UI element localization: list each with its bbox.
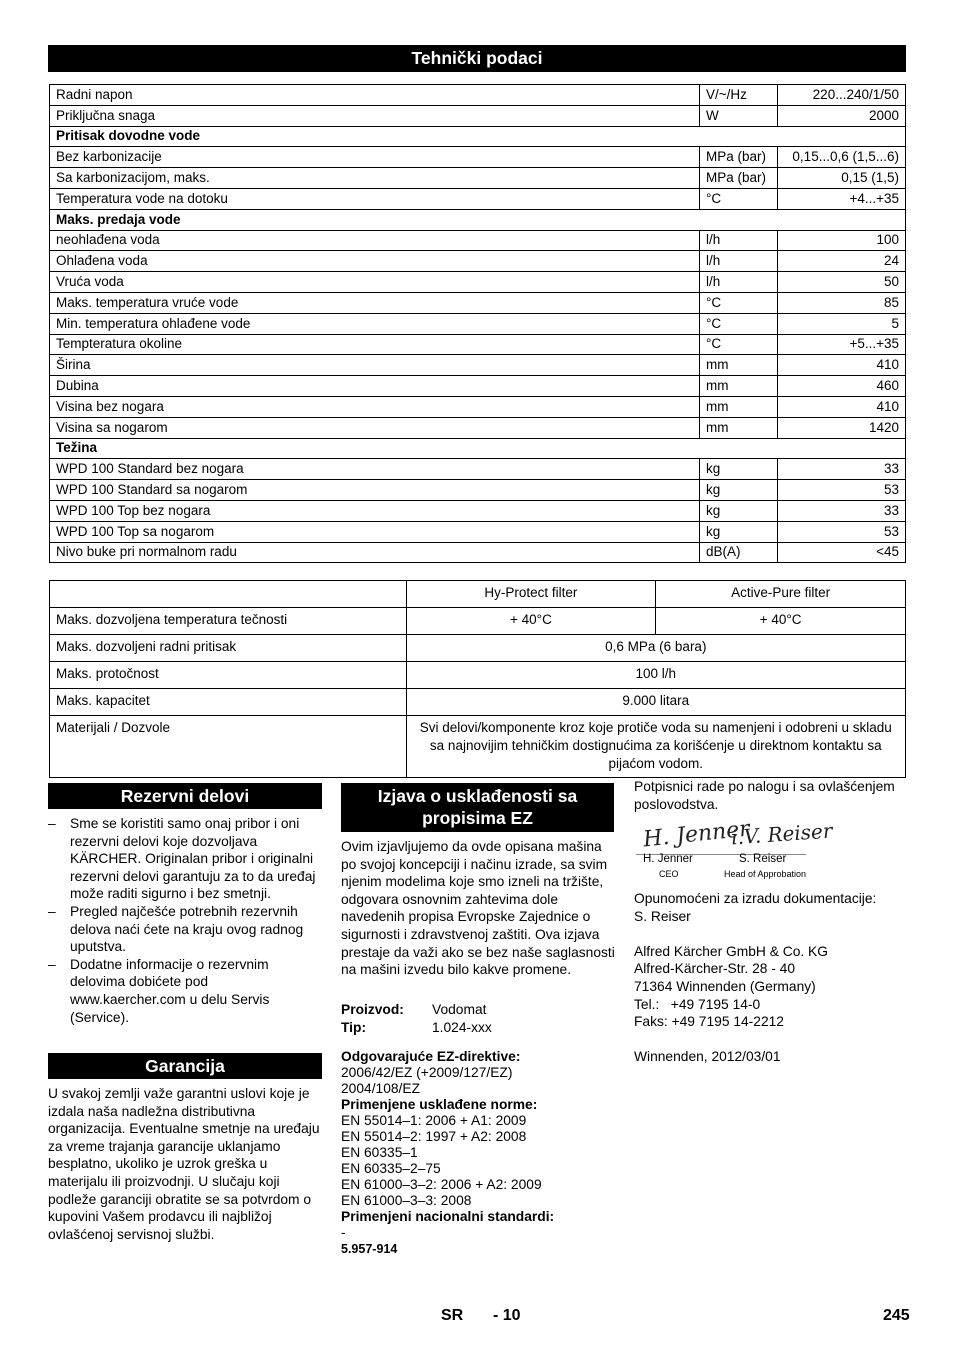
signer-right-role: Head of Approbation	[724, 869, 807, 879]
spec-row	[50, 334, 906, 355]
spec-label: Maks. temperatura vruće vode	[50, 292, 700, 313]
filter-value: 9.000 litara	[406, 689, 905, 716]
spec-label: Min. temperatura ohlađene vode	[50, 313, 700, 334]
norm-item: EN 61000–3–2: 2006 + A2: 2009	[341, 1177, 542, 1192]
signatories-intro: Potpisnici rade po nalogu i sa ovlašćenjem poslovodstva.	[634, 779, 895, 812]
spec-value: 2000	[778, 105, 906, 126]
spec-label: Radni napon	[50, 85, 700, 106]
spec-unit: kg	[700, 521, 778, 542]
spec-value: 220...240/1/50	[778, 85, 906, 106]
filter-row	[50, 716, 906, 778]
signature-right: i.V. Reiser	[730, 818, 834, 850]
spec-label: Temperatura vode na dotoku	[50, 188, 700, 209]
spare-parts-heading: Rezervni delovi	[48, 783, 322, 809]
spec-value: 33	[778, 500, 906, 521]
spec-label: Širina	[50, 355, 700, 376]
spec-value: <45	[778, 542, 906, 563]
spec-unit: mm	[700, 355, 778, 376]
spec-value: 100	[778, 230, 906, 251]
spec-value: 53	[778, 521, 906, 542]
spec-value: 460	[778, 376, 906, 397]
spec-label: WPD 100 Top bez nogara	[50, 500, 700, 521]
conformity-heading: Izjava o usklađenosti sa propisima EZ	[341, 783, 614, 832]
company-city: 71364 Winnenden (Germany)	[634, 978, 816, 994]
spec-label: Bez karbonizacije	[50, 147, 700, 168]
place-date: Winnenden, 2012/03/01	[634, 1049, 781, 1065]
spec-section-label: Maks. predaja vode	[50, 209, 906, 230]
spec-label: Sa karbonizacijom, maks.	[50, 168, 700, 189]
spec-row	[50, 85, 906, 106]
company-block	[634, 890, 910, 1066]
directive-item: 2004/108/EZ	[341, 1081, 421, 1096]
norm-item: EN 60335–2–75	[341, 1161, 441, 1176]
product-info	[341, 1001, 615, 1036]
spec-unit: MPa (bar)	[700, 168, 778, 189]
spec-value: 0,15...0,6 (1,5...6)	[778, 147, 906, 168]
spec-label: Nivo buke pri normalnom radu	[50, 542, 700, 563]
warranty-heading: Garancija	[48, 1053, 322, 1079]
spec-section-row	[50, 126, 906, 147]
filter-header-cell: Active-Pure filter	[656, 581, 906, 608]
footer-page-local: - 10	[493, 1307, 521, 1324]
filter-label: Maks. protočnost	[50, 662, 407, 689]
signer-left-role: CEO	[659, 869, 679, 879]
spec-row	[50, 168, 906, 189]
spec-label: WPD 100 Standard bez nogara	[50, 459, 700, 480]
national-value: -	[341, 1225, 346, 1240]
spec-unit: l/h	[700, 230, 778, 251]
list-item: – Pregled najčešće potrebnih rezervnih delova naći ćete na kraju ovog radnog uputstva.	[48, 903, 322, 956]
footer-page-global: 245	[883, 1307, 910, 1324]
spec-value: 5	[778, 313, 906, 334]
spec-label: WPD 100 Standard sa nogarom	[50, 480, 700, 501]
company-fax: Faks: +49 7195 14-2212	[634, 1014, 784, 1030]
spec-section-label: Težina	[50, 438, 906, 459]
spec-unit: mm	[700, 376, 778, 397]
spec-row	[50, 542, 906, 563]
spec-unit: V/~/Hz	[700, 85, 778, 106]
norm-item: EN 60335–1	[341, 1145, 418, 1160]
spec-value: +4...+35	[778, 188, 906, 209]
page-title: Tehnički podaci	[48, 45, 906, 72]
filter-label: Maks. dozvoljena temperatura tečnosti	[50, 608, 407, 635]
spec-unit: °C	[700, 334, 778, 355]
spec-row	[50, 147, 906, 168]
footer-lang: SR	[441, 1307, 464, 1324]
filter-label: Maks. kapacitet	[50, 689, 407, 716]
spec-row	[50, 105, 906, 126]
spec-row	[50, 292, 906, 313]
doc-auth-name: S. Reiser	[634, 908, 691, 924]
filter-row	[50, 608, 906, 635]
norms-label: Primenjene usklađene norme:	[341, 1097, 538, 1112]
spec-section-row	[50, 209, 906, 230]
directive-item: 2006/42/EZ (+2009/127/EZ)	[341, 1065, 513, 1080]
spec-row	[50, 500, 906, 521]
type-label: Tip:	[341, 1019, 367, 1035]
filter-value: Svi delovi/komponente kroz koje protiče voda su namenjeni i odobreni u skladu sa najnovijim tehničkim dostignućima za korišćenje u direktnom kontaktu sa pijaćom vodom.	[406, 716, 905, 778]
spec-unit: l/h	[700, 251, 778, 272]
spec-unit: °C	[700, 188, 778, 209]
filter-value: + 40°C	[406, 608, 656, 635]
filter-value: + 40°C	[656, 608, 906, 635]
filter-row	[50, 689, 906, 716]
filter-row	[50, 635, 906, 662]
filter-row	[50, 662, 906, 689]
spec-row	[50, 459, 906, 480]
spec-unit: kg	[700, 500, 778, 521]
product-value: Vodomat	[432, 1002, 487, 1017]
list-item: – Sme se koristiti samo onaj pribor i oni rezervni delovi koje dozvoljava KÄRCHER. Originalan pribor i originalni rezervni delovi garantuju za to da uređaj može raditi sigurno i bez smetnji.	[48, 815, 322, 903]
national-label: Primenjeni nacionalni standardi:	[341, 1209, 555, 1224]
signature-left: H. Jenner	[641, 816, 751, 853]
spec-row	[50, 188, 906, 209]
spec-row	[50, 355, 906, 376]
spec-label: Ohlađena voda	[50, 251, 700, 272]
spec-unit: MPa (bar)	[700, 147, 778, 168]
spec-label: WPD 100 Top sa nogarom	[50, 521, 700, 542]
norm-item: EN 55014–1: 2006 + A1: 2009	[341, 1113, 527, 1128]
spec-value: 50	[778, 272, 906, 293]
spec-label: Visina bez nogara	[50, 396, 700, 417]
spec-unit: kg	[700, 480, 778, 501]
spec-unit: °C	[700, 313, 778, 334]
spec-value: 1420	[778, 417, 906, 438]
conformity-intro: Ovim izjavljujemo da ovde opisana mašina po svojoj koncepciji i načinu izrade, sa svim njenim modelima koje smo izneli na tržište, odgovara osnovnim zahtevima dole navedenih propisa Evropske Zajednice o sigurnosti i zdravstvenoj zaštiti. Ova izjava prestaje da važi ako se bez naše saglasnosti na mašini izvedu bilo kakve promene.	[341, 839, 615, 978]
signer-left-name: H. Jenner	[643, 853, 693, 865]
spec-row	[50, 521, 906, 542]
spec-value: 33	[778, 459, 906, 480]
list-item: – Dodatne informacije o rezervnim delovima dobićete pod www.kaercher.com u delu Servis (Service).	[48, 956, 322, 1026]
spec-row	[50, 417, 906, 438]
spec-unit: dB(A)	[700, 542, 778, 563]
spec-value: 410	[778, 355, 906, 376]
filter-table	[49, 580, 906, 778]
spec-label: Tempteratura okoline	[50, 334, 700, 355]
spec-row	[50, 230, 906, 251]
spec-section-label: Pritisak dovodne vode	[50, 126, 906, 147]
directives-label: Odgovarajuće EZ-direktive:	[341, 1049, 521, 1064]
signer-right-name: S. Reiser	[739, 853, 787, 865]
spec-unit: mm	[700, 417, 778, 438]
spec-row	[50, 313, 906, 334]
spec-row	[50, 251, 906, 272]
filter-label: Materijali / Dozvole	[50, 716, 407, 778]
spec-value: 410	[778, 396, 906, 417]
spec-value: 53	[778, 480, 906, 501]
filter-header-cell	[50, 581, 407, 608]
spec-label: Dubina	[50, 376, 700, 397]
product-label: Proizvod:	[341, 1002, 404, 1017]
filter-label: Maks. dozvoljeni radni pritisak	[50, 635, 407, 662]
filter-value: 100 l/h	[406, 662, 905, 689]
norm-item: EN 61000–3–3: 2008	[341, 1193, 472, 1208]
spec-unit: W	[700, 105, 778, 126]
norm-item: EN 55014–2: 1997 + A2: 2008	[341, 1129, 527, 1144]
company-street: Alfred-Kärcher-Str. 28 - 40	[634, 961, 796, 977]
filter-header-row	[50, 581, 906, 608]
spec-row	[50, 272, 906, 293]
company-name: Alfred Kärcher GmbH & Co. KG	[634, 943, 828, 959]
spec-label: Vruća voda	[50, 272, 700, 293]
spec-unit: kg	[700, 459, 778, 480]
spare-parts-list	[48, 815, 322, 1026]
warranty-text: U svakoj zemlji važe garantni uslovi koje je izdala naša nadležna distributivna organizacija. Eventualne smetnje na uređaju za vreme trajanja garancije uklanjamo besplatno, ukoliko je uzrok greška u materijalu ili proizvodnji. U slučaju koji podleže garanciji obratite se sa potvrdom o kupovini Vašem prodavcu ili najbližoj ovlašćenoj servisnoj službi.	[48, 1086, 320, 1242]
filter-value: 0,6 MPa (6 bara)	[406, 635, 905, 662]
directives-block	[341, 1049, 615, 1257]
spec-unit: °C	[700, 292, 778, 313]
spec-row	[50, 396, 906, 417]
type-value: 1.024-xxx	[432, 1019, 492, 1035]
spec-value: 85	[778, 292, 906, 313]
filter-header-cell: Hy-Protect filter	[406, 581, 656, 608]
spec-label: neohlađena voda	[50, 230, 700, 251]
spec-unit: mm	[700, 396, 778, 417]
spec-row	[50, 376, 906, 397]
spec-unit: l/h	[700, 272, 778, 293]
spec-label: Priključna snaga	[50, 105, 700, 126]
company-tel: Tel.: +49 7195 14-0	[634, 996, 761, 1012]
spec-value: 0,15 (1,5)	[778, 168, 906, 189]
spec-section-row	[50, 438, 906, 459]
spec-table	[49, 84, 906, 563]
doc-auth-label: Opunomoćeni za izradu dokumentacije:	[634, 891, 877, 906]
spec-label: Visina sa nogarom	[50, 417, 700, 438]
spec-value: +5...+35	[778, 334, 906, 355]
spec-value: 24	[778, 251, 906, 272]
spec-row	[50, 480, 906, 501]
doc-number: 5.957-914	[341, 1242, 398, 1256]
